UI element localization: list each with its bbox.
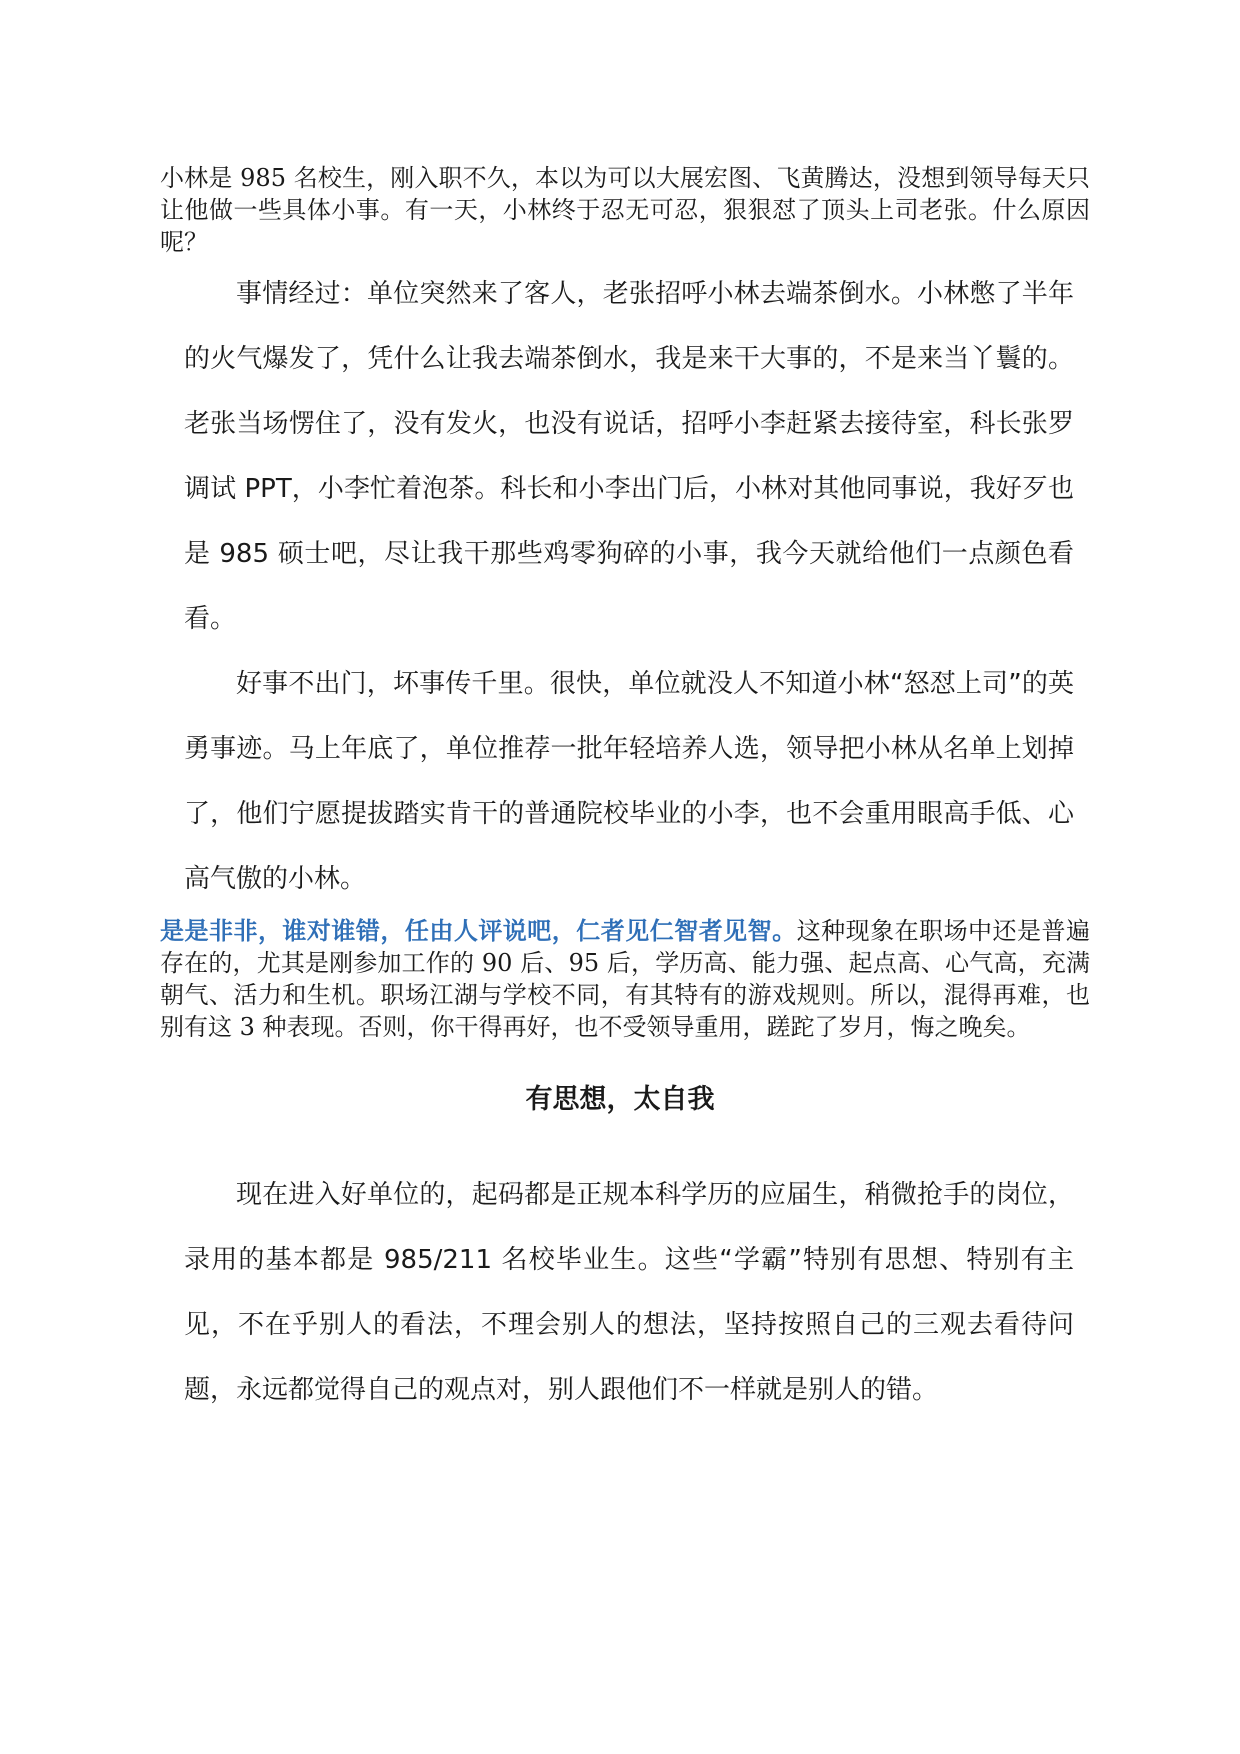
summary-highlight: 是是非非，谁对谁错，任由人评说吧，仁者见仁智者见智。 <box>160 916 797 945</box>
summary-paragraph <box>160 915 1090 1043</box>
section-body-paragraph: 现在进入好单位的，起码都是正规本科学历的应届生，稍微抢手的岗位，录用的基本都是 985/211 名校毕业生。这些“学霸”特别有思想、特别有主见，不在乎别人的看法，不理会别人的想法，坚持按照自己的三观去看待问题，永远都觉得自己的观点对，别人跟他们不一样就是别人的错。 <box>184 1180 1074 1405</box>
rumor-paragraph: 好事不出门，坏事传千里。很快，单位就没人不知道小林“怒怼上司”的英勇事迹。马上年底了，单位推荐一批年轻培养人选，领导把小林从名单上划掉了，他们宁愿提拔踏实肯干的普通院校毕业的小李，也不会重用眼高手低、心高气傲的小林。 <box>184 669 1074 894</box>
summary-rest: 这种现象在职场中还是普遍存在的，尤其是刚参加工作的 90 后、95 后，学历高、能力强、起点高、心气高，充满朝气、活力和生机。职场江湖与学校不同，有其特有的游戏规则。所以，混得再难，也别有这 3 种表现。否则，你干得再好，也不受领导重用，蹉跎了岁月，悔之晚矣。 <box>160 917 1091 1041</box>
story-paragraph: 事情经过：单位突然来了客人，老张招呼小林去端茶倒水。小林憋了半年的火气爆发了，凭什么让我去端茶倒水，我是来干大事的，不是来当丫鬟的。老张当场愣住了，没有发火，也没有说话，招呼小李赶紧去接待室，科长张罗调试 PPT，小李忙着泡茶。科长和小李出门后，小林对其他同事说，我好歹也是 985 硕士吧，尽让我干那些鸡零狗碎的小事，我今天就给他们一点颜色看看。 <box>184 279 1074 634</box>
intro-paragraph: 小林是 985 名校生，刚入职不久，本以为可以大展宏图、飞黄腾达，没想到领导每天只让他做一些具体小事。有一天，小林终于忍无可忍，狠狠怼了顶头上司老张。什么原因呢？ <box>160 164 1090 256</box>
section-heading: 有思想，太自我 <box>525 1084 715 1115</box>
